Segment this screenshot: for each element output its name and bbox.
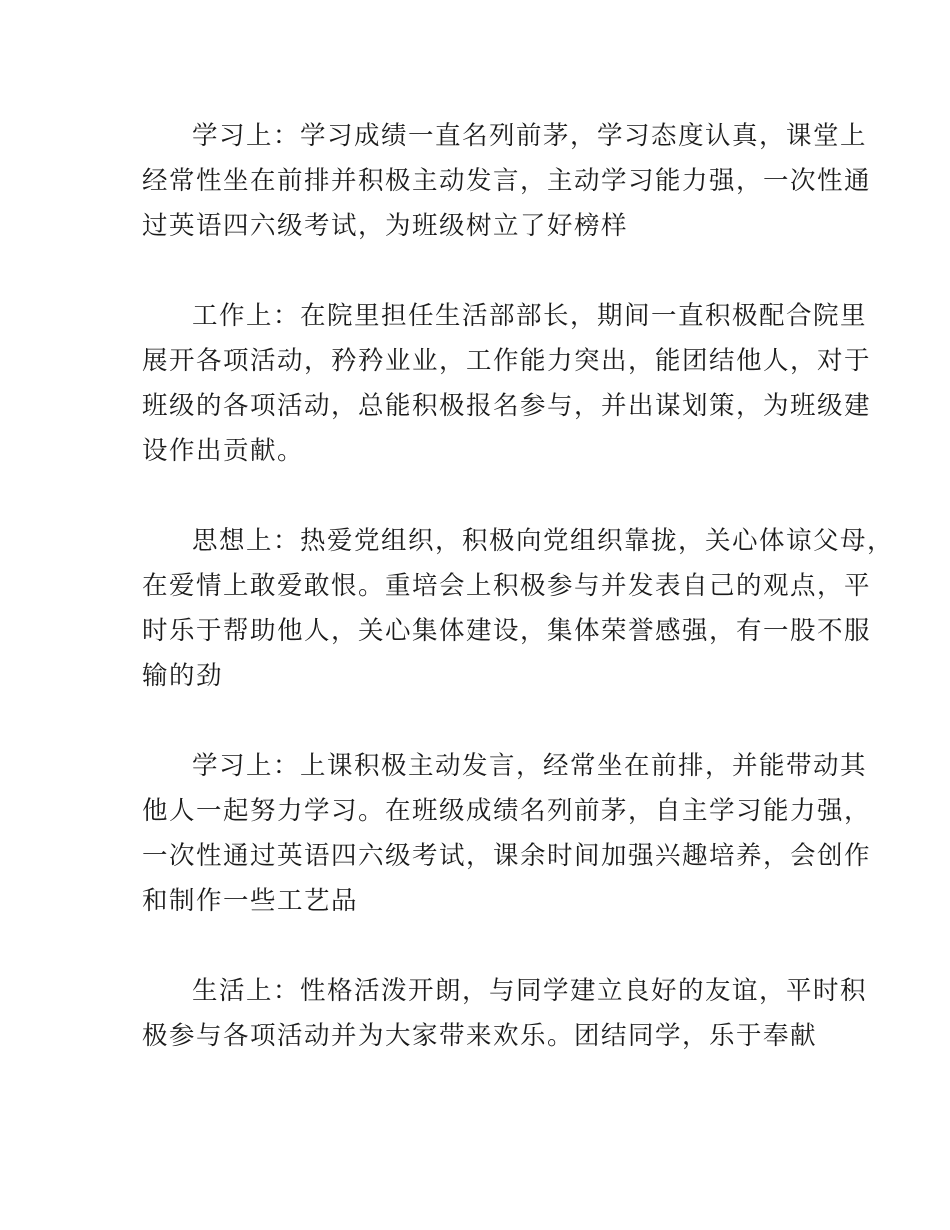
paragraph-line: 输的劲 <box>142 661 224 691</box>
paragraph-line: 学习上：上课积极主动发言，经常坐在前排，并能带动其 <box>192 751 868 781</box>
paragraph-line: 展开各项活动，矜矜业业，工作能力突出，能团结他人，对于 <box>142 346 872 376</box>
paragraph-line: 他人一起努力学习。在班级成绩名列前茅，自主学习能力强， <box>142 796 872 826</box>
paragraph-line: 思想上：热爱党组织，积极向党组织靠拢，关心体谅父母， <box>192 526 895 556</box>
paragraph-line: 学习上：学习成绩一直名列前茅，学习态度认真，课堂上 <box>192 121 868 151</box>
paragraph-work <box>142 294 872 474</box>
paragraph-line: 一次性通过英语四六级考试，课余时间加强兴趣培养，会创作 <box>142 841 872 871</box>
paragraph-line: 过英语四六级考试，为班级树立了好榜样 <box>142 211 629 241</box>
paragraph-line: 和制作一些工艺品 <box>142 886 359 916</box>
paragraph-line: 极参与各项活动并为大家带来欢乐。团结同学，乐于奉献 <box>142 1021 818 1051</box>
paragraph-thought <box>142 519 895 699</box>
paragraph-line: 在爱情上敢爱敢恨。重培会上积极参与并发表自己的观点，平 <box>142 571 872 601</box>
paragraph-line: 工作上：在院里担任生活部部长，期间一直积极配合院里 <box>192 301 868 331</box>
paragraph-study-1 <box>142 114 872 249</box>
paragraph-line: 班级的各项活动，总能积极报名参与，并出谋划策，为班级建 <box>142 391 872 421</box>
paragraph-line: 生活上：性格活泼开朗，与同学建立良好的友谊，平时积 <box>192 976 868 1006</box>
paragraph-line: 经常性坐在前排并积极主动发言，主动学习能力强，一次性通 <box>142 166 872 196</box>
paragraph-life <box>142 969 868 1059</box>
paragraph-line: 设作出贡献。 <box>142 436 305 466</box>
paragraph-study-2 <box>142 744 872 924</box>
document-body <box>142 114 895 1059</box>
paragraph-line: 时乐于帮助他人，关心集体建设，集体荣誉感强，有一股不服 <box>142 616 872 646</box>
